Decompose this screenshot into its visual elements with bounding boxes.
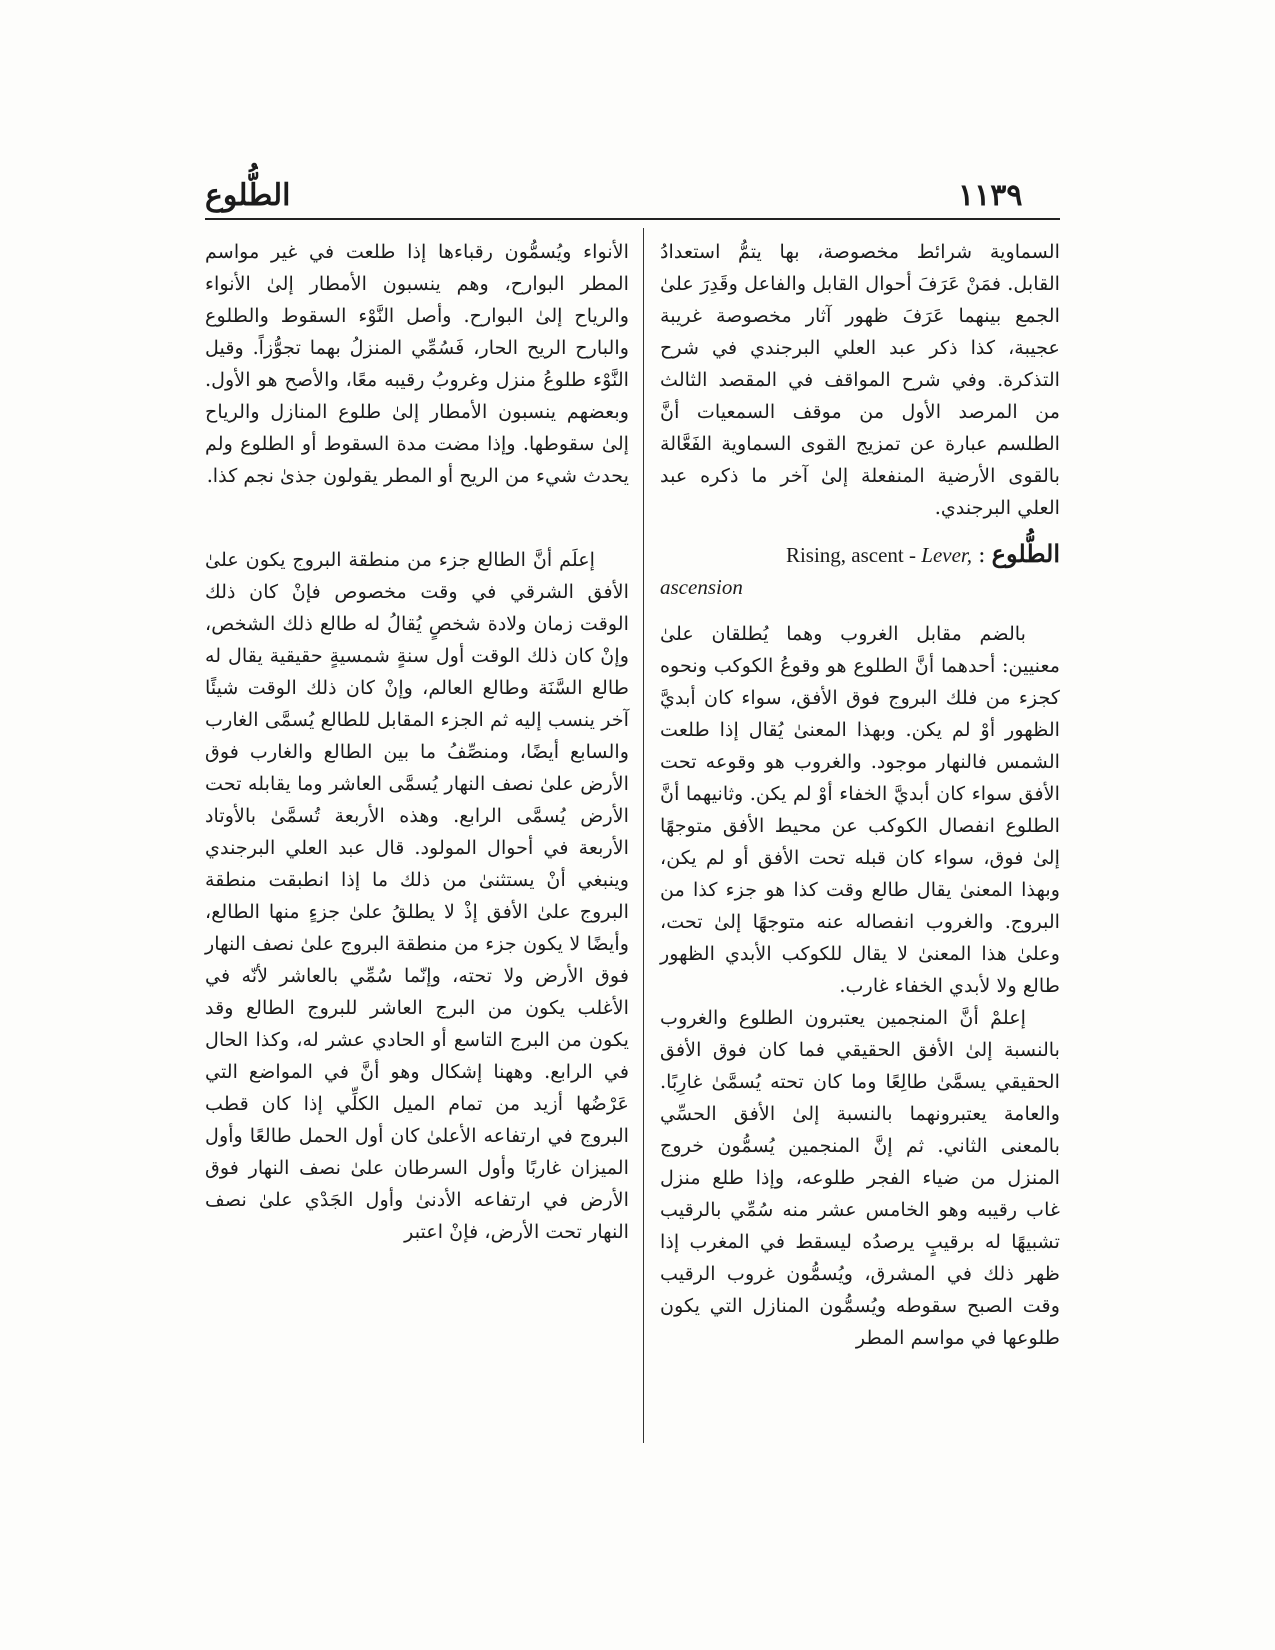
entry-gloss-french: Lever, <box>921 543 973 567</box>
entry-gloss <box>786 543 972 567</box>
paragraph-rising-definition: بالضم مقابل الغروب وهما يُطلقان علىٰ معنيين: أحدهما أنَّ الطلوع هو وقوعُ الكوكب ونحوه كجزء من فلك البروج فوق الأفق، سواء كان أبديَّ الظهور أوْ لم يكن. وبهذا المعنىٰ يُقال إذا طلعت الشمس فالنهار موجود. والغروب هو وقوعه تحت الأفق سواء كان أبديَّ الخفاء أوْ لم يكن. وثانيهما أنَّ الطلوع انفصال الكوكب عن محيط الأفق متوجهًا إلىٰ فوق، سواء كان قبله تحت الأفق أو لم يكن، وبهذا المعنىٰ يقال طالع وقت كذا هو جزء كذا من البروج. والغروب انفصاله عنه متوجهًا إلىٰ تحت، وعلىٰ هذا المعنىٰ لا يقال للكوكب الأبدي الظهور طالع ولا لأبدي الخفاء غارب. <box>660 622 1060 997</box>
page-number: ١١٣٩ <box>958 178 1023 213</box>
column-divider <box>643 228 644 1443</box>
header-rule <box>205 218 1060 220</box>
paragraph-talisman-end: السماوية شرائط مخصوصة، بها يتمُّ استعدادُ القابل. فمَنْ عَرَفَ أحوال القابل والفاعل وقَدِرَ علىٰ الجمع بينهما عَرَفَ ظهور آثار مخصوصة غريبة عجيبة، كذا ذكر عبد العلي البرجندي في شرح التذكرة. وفي شرح المواقف في المقصد الثالث من المرصد الأول من موقف السمعيات أنَّ الطلسم عبارة عن تمزيج القوى السماوية الفَعَّالة بالقوى الأرضية المنفعلة إلىٰ آخر ما ذكره عبد العلي البرجندي. <box>660 240 1060 519</box>
entry-term: الطُّلوع <box>991 539 1060 568</box>
paragraph-gap <box>205 492 629 544</box>
paragraph-astrologers: إعلمْ أنَّ المنجمين يعتبرون الطلوع والغروب بالنسبة إلىٰ الأفق الحقيقي فما كان فوق الأفق الحقيقي يسمَّىٰ طالِعًا وما كان تحته يُسمَّىٰ غارِبًا. والعامة يعتبرونهما بالنسبة إلىٰ الأفق الحسِّي بالمعنى الثاني. ثم إنَّ المنجمين يُسمُّون خروج المنزل من ضياء الفجر طلوعه، وإذا طلع منزل غاب رقيبه وهو الخامس عشر منه سُمِّي بالرقيب تشبيهًا له برقيبٍ يرصدُه ليسقط في المغرب إذا ظهر ذلك في المشرق، ويُسمُّون غروب الرقيب وقت الصبح سقوطه ويُسمُّون المنازل التي يكون طلوعها في مواسم المطر <box>660 1006 1060 1349</box>
paragraph-ascendant: إعلَم أنَّ الطالع جزء من منطقة البروج يكون علىٰ الأفق الشرقي في وقت مخصوص فإنْ كان ذلك الوقت زمان ولادة شخصٍ يُقالُ له طالع ذلك الشخص، وإنْ كان ذلك الوقت أول سنةٍ شمسيةٍ حقيقية يقال له طالع السَّنَة وطالع العالم، وإنْ كان ذلك الوقت شيئًا آخر ينسب إليه ثم الجزء المقابل للطالع يُسمَّى الغارب والسابع أيضًا، ومنصِّفُ ما بين الطالع والغارب فوق الأرض علىٰ نصف النهار يُسمَّى العاشر وما يقابله تحت الأرض يُسمَّى الرابع. وهذه الأربعة تُسمَّىٰ بالأوتاد الأربعة في أحوال المولود. قال عبد العلي البرجندي وينبغي أنْ يستثنىٰ من ذلك ما إذا انطبقت منطقة البروج علىٰ الأفق إذْ لا يطلقُ علىٰ جزءٍ منها الطالع، وأيضًا لا يكون جزء من منطقة البروج علىٰ نصف النهار فوق الأرض ولا تحته، وإنّما سُمِّي بالعاشر لأنّه في الأغلب يكون من البرج العاشر للبروج الطالع وقد يكون من البرج التاسع أو الحادي عشر له، وكذا الحال في الرابع. وههنا إشكال وهو أنَّ في المواضع التي عَرْضُها أزيد من تمام الميل الكلِّي إذا كان قطب البروج في ارتفاعه الأعلىٰ كان أول الحمل طالعًا وأول الميزان غاربًا وأول السرطان علىٰ نصف النهار فوق الأرض في ارتفاعه الأدنىٰ وأول الجَدْي علىٰ نصف النهار تحت الأرض، فإنْ اعتبر <box>205 548 629 1243</box>
paragraph-anwa: الأنواء ويُسمُّون رقباءها إذا طلعت في غير مواسم المطر البوارح، وهم ينسبون الأمطار إلىٰ الأنواء والرياح إلىٰ البوارح. وأصل النَّوْء السقوط والطلوع والبارح الريح الحار، فَسُمِّي المنزلُ بهما تجوُّزاً. وقيل النَّوْء طلوعُ منزل وغروبُ رقيبه معًا، والأصح هو الأول. وبعضهم ينسبون الأمطار إلىٰ طلوع المنازل والرياح إلىٰ سقوطها. وإذا مضت مدة السقوط أو الطلوع ولم يحدث شيء من الريح أو المطر يقولون جذىٰ نجم كذا. <box>205 240 629 487</box>
entry-gloss-english: Rising, ascent - <box>785 543 922 567</box>
dictionary-entry-heading <box>660 538 1060 602</box>
entry-gloss-line2: ascension <box>660 575 743 599</box>
entry-colon: : <box>978 543 986 568</box>
left-column <box>205 236 629 1248</box>
right-column <box>660 236 1060 1354</box>
running-head: الطُّلوع <box>205 178 291 213</box>
